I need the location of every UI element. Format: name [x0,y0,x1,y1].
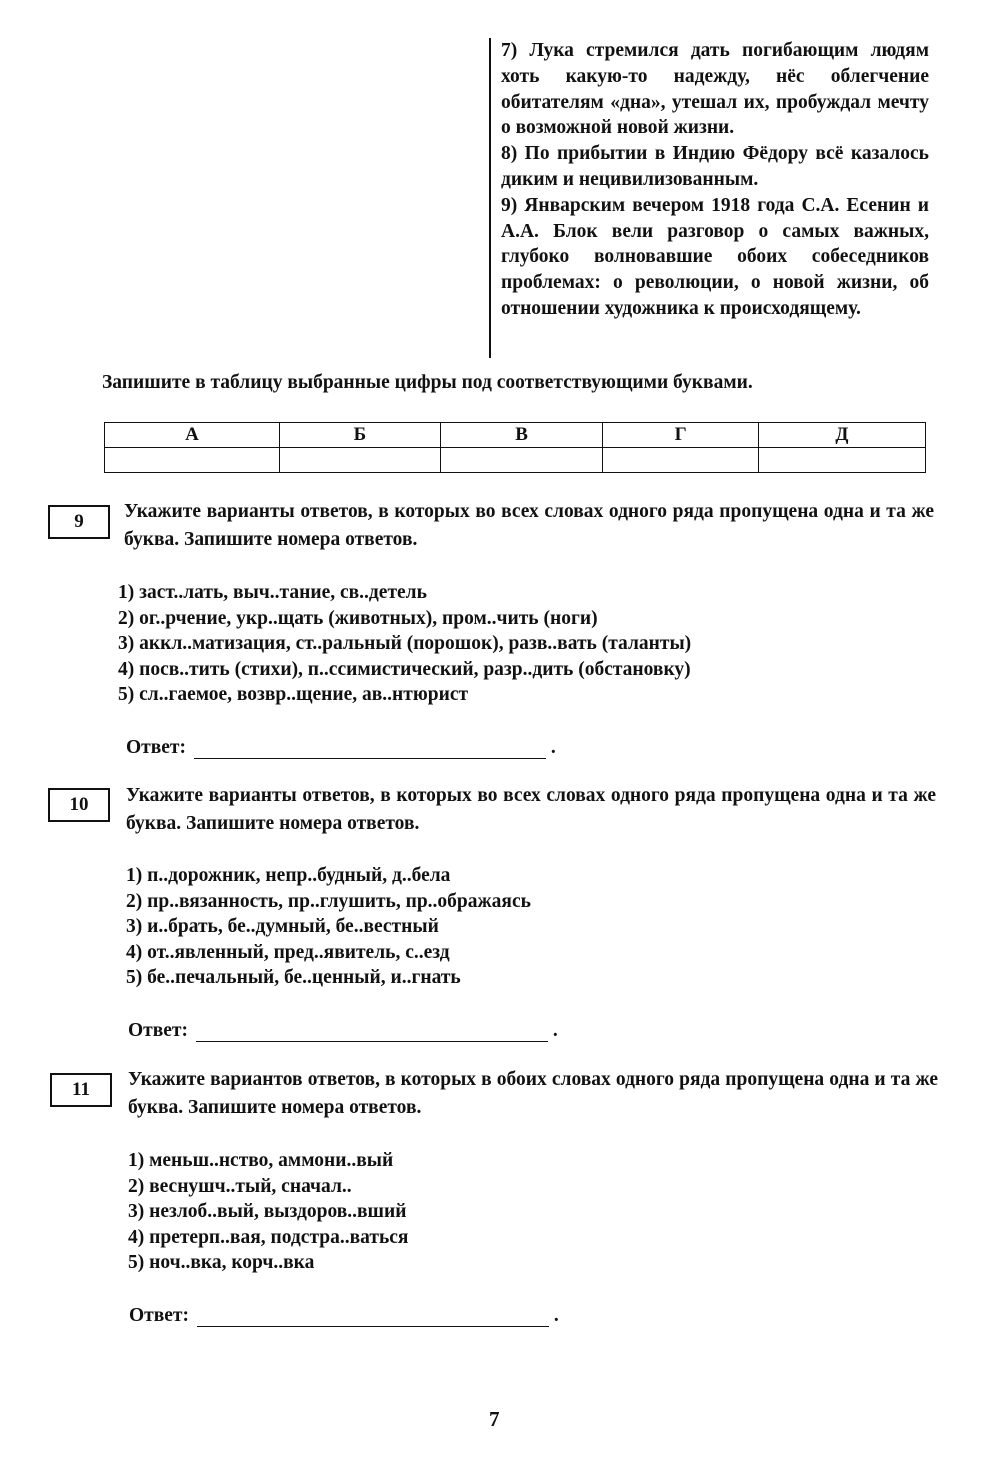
cell-v[interactable] [440,448,602,473]
answer-field[interactable] [194,740,546,759]
header-d: Д [758,423,925,448]
task-9-items [118,580,691,708]
cell-b[interactable] [279,448,440,473]
list-item: 1) заст..лать, выч..тание, св..детель [118,582,427,603]
list-item: 3) незлоб..вый, выздоров..вший [128,1201,407,1223]
answer-field[interactable] [196,1023,548,1042]
header-v: В [440,423,602,448]
table-instruction: Запишите в таблицу выбранные цифры под соответствующими буквами. [102,372,753,393]
list-item: 3) и..брать, бе..думный, бе..вестный [126,916,439,938]
list-item: 2) пр..вязанность, пр..глушить, пр..ображаясь [126,890,531,912]
answer-label: Ответ: [126,737,187,758]
list-item: 4) посв..тить (стихи), п..ссимистический, разр..дить (обстановку) [118,658,691,680]
task-number-11: 11 [50,1073,112,1107]
task-number-10: 10 [48,788,110,822]
list-item: 4) от..явленный, пред..явитель, с..езд [126,941,450,963]
header-a: А [105,423,280,448]
task-10-answer: Ответ: . [128,1020,558,1041]
header-g: Г [603,423,758,448]
page-number: 7 [489,1407,500,1431]
cell-d[interactable] [758,448,925,473]
list-item: 1) меньш..нство, аммони..вый [128,1150,394,1171]
header-b: Б [279,423,440,448]
answer-label: Ответ: [129,1305,190,1326]
cell-g[interactable] [603,448,758,473]
answer-label: Ответ: [128,1020,189,1041]
task-10-items [126,863,531,991]
answer-table [104,422,926,473]
list-item: 5) сл..гаемое, возвр..щение, ав..нтюрист [118,684,469,706]
list-item: 2) веснушч..тый, сначал.. [128,1175,352,1197]
cell-a[interactable] [105,448,280,473]
task-11-items [128,1148,408,1276]
list-item: 5) бе..печальный, бе..ценный, и..гнать [126,967,461,989]
option-8: 8) По прибытии в Индию Фёдору всё казалось диким и нецивилизованным. [501,143,929,190]
task-9-text: Укажите варианты ответов, в которых во всех словах одного ряда пропущена одна и та же буква. Запишите номера ответов. [124,501,934,550]
answer-field[interactable] [197,1308,549,1327]
task-11-answer: Ответ: . [129,1305,559,1326]
option-9: 9) Январским вечером 1918 года С.А. Есенин и А.А. Блок вели разговор о самых важных, глубоко волновавшие обоих собеседников проблемах: о революции, о новой жизни, об отношении художника к происходящему. [501,194,929,319]
continued-options [489,38,929,358]
list-item: 3) аккл..матизация, ст..ральный (порошок), разв..вать (таланты) [118,633,692,655]
task-9-answer: Ответ: . [126,737,556,758]
list-item: 5) ноч..вка, корч..вка [128,1252,315,1274]
task-number-9: 9 [48,505,110,539]
list-item: 2) ог..рчение, укр..щать (животных), пром..чить (ноги) [118,607,598,629]
task-11-text: Укажите вариантов ответов, в которых в обоих словах одного ряда пропущена одна и та же буква. Запишите номера ответов. [128,1069,938,1118]
list-item: 4) претерп..вая, подстра..ваться [128,1226,409,1248]
option-7: 7) Лука стремился дать погибающим людям хоть какую-то надежду, нёс облегчение обитателям «дна», утешал их, пробуждал мечту о возможной новой жизни. [501,40,929,139]
list-item: 1) п..дорожник, непр..будный, д..бела [126,865,451,886]
task-10-text: Укажите варианты ответов, в которых во всех словах одного ряда пропущена одна и та же буква. Запишите номера ответов. [126,785,936,834]
